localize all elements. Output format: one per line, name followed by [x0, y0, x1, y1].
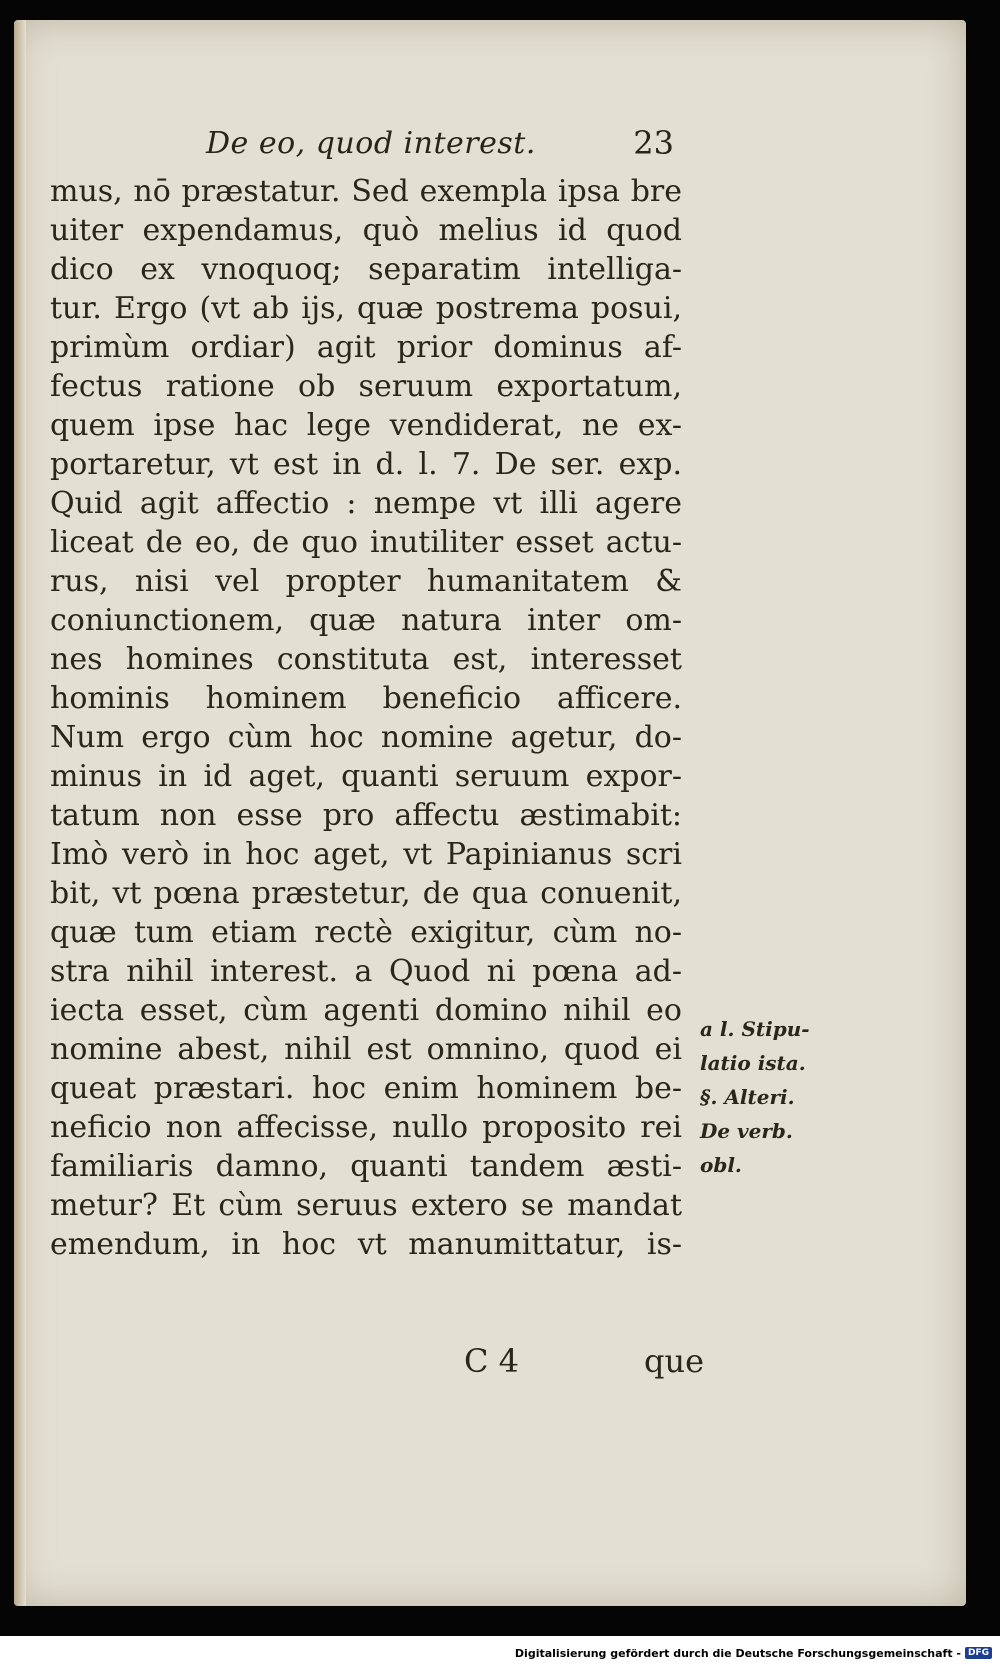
text-line: bit, vt pœna præstetur, de qua conuenit, [50, 876, 682, 911]
text-line: queat præstari. hoc enim hominem be- [50, 1071, 682, 1106]
text-line: Quid agit affectio : nempe vt illi agere [50, 486, 682, 521]
text-line: liceat de eo, de quo inutiliter esset actu- [50, 525, 682, 560]
text-line: portaretur, vt est in d. l. 7. De ser. exp. [50, 447, 682, 482]
text-line: dico ex vnoquoq; separatim intelliga- [50, 252, 682, 287]
text-line: rus, nisi vel propter humanitatem & [50, 564, 682, 599]
running-head [194, 120, 674, 160]
catchword: que [643, 1342, 704, 1380]
page-number: 23 [633, 124, 674, 162]
marginal-line: §. Alteri. [700, 1085, 795, 1109]
text-line: Imò verò in hoc aget, vt Papinianus scri [50, 837, 682, 872]
text-line: stra nihil interest. a Quod ni pœna ad- [50, 954, 682, 989]
body-text [50, 172, 682, 1264]
text-line: coniunctionem, quæ natura inter om- [50, 603, 682, 638]
text-line: mus, nō præstatur. Sed exempla ipsa bre [50, 174, 682, 209]
signature-mark: C 4 [464, 1342, 520, 1380]
text-line: Num ergo cùm hoc nomine agetur, do- [50, 720, 682, 755]
running-title: De eo, quod interest. [206, 126, 536, 161]
text-line: neficio non affecisse, nullo proposito rei [50, 1110, 682, 1145]
funding-credit [515, 1644, 992, 1662]
page-binding-edge [14, 20, 26, 1606]
text-line: iecta esset, cùm agenti domino nihil eo [50, 993, 682, 1028]
text-line: emendum, in hoc vt manumittatur, is- [50, 1227, 682, 1262]
text-line: quem ipse hac lege vendiderat, ne ex- [50, 408, 682, 443]
text-line: familiaris damno, quanti tandem æsti- [50, 1149, 682, 1184]
text-line: fectus ratione ob seruum exportatum, [50, 369, 682, 404]
text-line: tatum non esse pro affectu æstimabit: [50, 798, 682, 833]
book-page [14, 20, 966, 1606]
marginal-line: latio ista. [700, 1051, 806, 1075]
text-line: uiter expendamus, quò melius id quod [50, 213, 682, 248]
text-line: minus in id aget, quanti seruum expor- [50, 759, 682, 794]
credit-text: Digitalisierung gefördert durch die Deutsche Forschungsgemeinschaft - [514, 1646, 961, 1660]
marginal-line: a l. Stipu- [700, 1017, 810, 1041]
text-line: nomine abest, nihil est omnino, quod ei [50, 1032, 682, 1067]
text-line: hominis hominem beneficio afficere. [50, 681, 682, 716]
dfg-logo-icon: DFG [965, 1647, 992, 1659]
text-line: primùm ordiar) agit prior dominus af- [50, 330, 682, 365]
text-line: metur? Et cùm seruus extero se mandat [50, 1188, 682, 1223]
text-line: nes homines constituta est, interesset [50, 642, 682, 677]
text-line: tur. Ergo (vt ab ijs, quæ postrema posui, [50, 291, 682, 326]
marginal-note [700, 1012, 830, 1182]
marginal-line: obl. [700, 1153, 742, 1177]
page-footer [464, 1342, 704, 1386]
text-line: quæ tum etiam rectè exigitur, cùm no- [50, 915, 682, 950]
marginal-line: De verb. [700, 1119, 793, 1143]
